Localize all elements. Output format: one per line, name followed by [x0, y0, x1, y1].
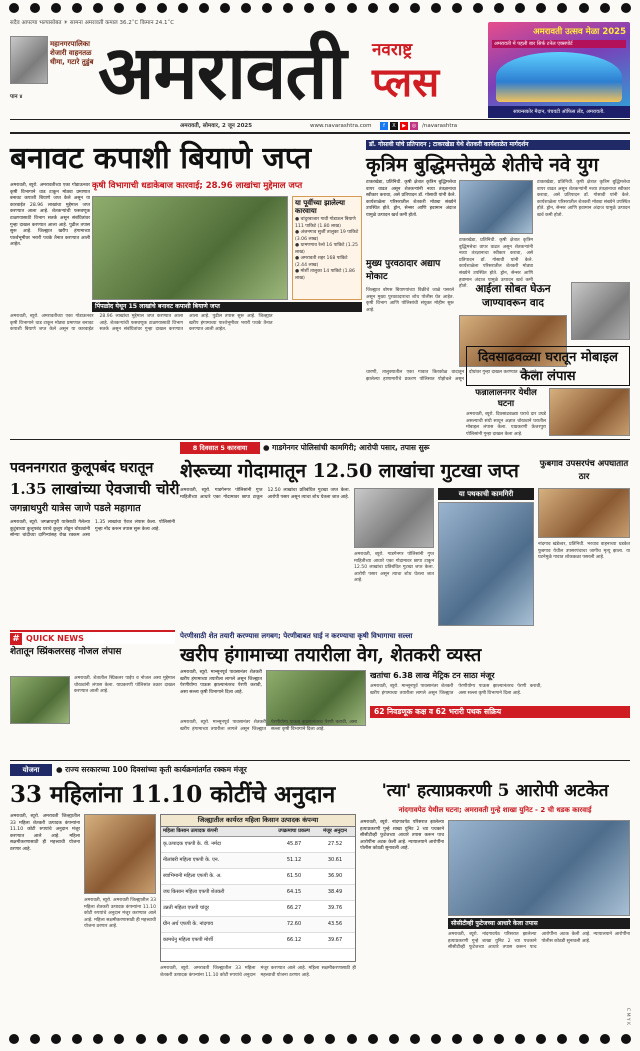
fpc-table-cell: ग्रीन अर्थ एफपी के. नांदगाव: [163, 921, 214, 927]
reg-dot: [579, 3, 589, 13]
story12-kicker: नांदगावपेठ येथील घटना; अमरावती गुन्हे शाखा युनिट - 2 ची धडक कारवाई: [398, 806, 592, 814]
reg-dot: [410, 3, 420, 13]
reg-dot: [51, 3, 61, 13]
reg-dot: [93, 3, 103, 13]
reg-dot: [9, 1034, 19, 1044]
story3-kicker: मुख्य पुरवठादार अद्याप मोकाट: [366, 259, 441, 282]
masthead-left-photo: [10, 36, 48, 84]
story5-headline: दिवसाढवळ्या घरातून मोबाइल केला लंपास: [466, 346, 630, 386]
reg-dot: [157, 1034, 167, 1044]
story11-photo: [84, 814, 156, 894]
story1-headline: बनावट कपाशी बियाणे जप्त: [10, 141, 312, 176]
story1-photo: [92, 196, 288, 300]
action-box-item: ● अमरावती शहर 168 पाकिटे (2.44 लाख): [295, 256, 348, 268]
story8-body: नांदगाव खंडेश्वर, प्रतिनिधी. भरधाव वाहनाच्या धडकेत फुबगाव येथील उपसरपंचाचा जागीच मृत्यू झाला. या घटनेमुळे गावात शोककळा पसरली आहे.: [538, 542, 630, 561]
story7-body: अमरावती, ब्यूरो. गाडगेनगर पोलिसांनी गुप्त माहितीच्या आधारे एका गोदामावर छापा टाकून 12.50 लाखांचा प्रतिबंधित गुटखा जप्त केला. आरोपी पसार असून त्याचा शोध घेतला जात आहे.: [180, 488, 350, 500]
reg-dot: [515, 1034, 525, 1044]
fpc-table-cell: 39.67: [327, 937, 343, 943]
reg-dot: [136, 1034, 146, 1044]
temp-max: अमरावती कमाल 36.2˚C: [84, 20, 139, 26]
action-box: [292, 196, 362, 300]
fpc-table-cell: कृ.उत्पादक एफपी के. वी. नर्मदा: [163, 841, 221, 847]
story5-kicker: फन्नालालनगर येथील घटना: [475, 388, 537, 409]
fpc-table-cell: 43.56: [327, 921, 343, 927]
fpc-table-cell: उन्नती महिला एफपी चांदूर: [163, 905, 210, 911]
reg-dot: [536, 1034, 546, 1044]
reg-dot: [431, 1034, 441, 1044]
reg-dot: [51, 1034, 61, 1044]
story5-photo: [549, 388, 630, 436]
fpc-table-cell: 66.27: [286, 905, 302, 911]
fpc-table-cell: 66.12: [286, 937, 302, 943]
story2-photo: [459, 180, 533, 234]
story1-subhead: कृषी विभागाची धडाकेबाज कारवाई; 28.96 लाखांचा मुद्देमाल जप्त: [92, 181, 303, 191]
reg-dot: [30, 1034, 40, 1044]
facebook-icon[interactable]: f: [380, 122, 388, 130]
reg-dot: [494, 1034, 504, 1044]
x-icon[interactable]: X: [390, 122, 398, 130]
reg-dot: [452, 1034, 462, 1044]
story9-box: 62 निवडणूक कक्ष व 62 भरारी पथक सक्रिय: [370, 706, 630, 718]
rule: [10, 132, 630, 134]
reg-dot: [178, 3, 188, 13]
story9-headline: खरीप हंगामाच्या तयारीला वेग, शेतकरी व्यस्त: [180, 645, 482, 666]
story6-body: अमरावती, ब्यूरो. जगन्नाथपुरी यात्रेसाठी गेलेल्या कुटुंबाच्या कुलूपबंद घराचे कुलूप तोडून चोरट्यांनी सोन्या चांदीच्या दागिन्यांसह रोख रक्कम असा 1.35 लाखांचा ऐवज लंपास केला. पोलिसांनी गुन्हा नोंद करून तपास सुरू केला आहे.: [10, 520, 175, 539]
divider: [438, 628, 630, 629]
reg-dot: [199, 3, 209, 13]
strip-tag: 8 दिवसात 5 कारवाया: [180, 442, 260, 454]
story12-photo-caption: सीसीटीव्ही फुटेजच्या आधारे केला तपास: [448, 918, 630, 929]
reg-dot: [621, 3, 631, 13]
yojana-badge: योजना: [10, 764, 52, 776]
story7-box: या पथकाची कामगिरी: [438, 488, 534, 500]
story7-team-photo: [438, 502, 534, 626]
reg-dot: [178, 1034, 188, 1044]
reg-dot: [283, 1034, 293, 1044]
action-box-item: ● अंजनगाव सुर्जी तालुका 19 पाकिटे (3.06 लाख): [295, 230, 359, 242]
fpc-col-header: महिला किसान उत्पादक कंपनी: [163, 828, 218, 834]
story6-label: पवननगरात कुलूपबंद घरातून: [10, 460, 154, 476]
story7-photo: [354, 488, 434, 548]
story5-side-photo-area: [571, 282, 630, 342]
registration-marks-bottom: [9, 1034, 631, 1044]
story11-body: अमरावती, ब्यूरो. अमरावती जिल्ह्यातील 33 महिला शेतकरी उत्पादक कंपन्यांना 11.10 कोटी रुपयांचे अनुदान मंजूर करण्यात आले आहे. महिला सक्षमीकरणासाठी ही महत्त्वाची योजना ठरणार आहे.: [10, 814, 80, 852]
instagram-icon[interactable]: ◎: [411, 123, 417, 129]
reg-dot: [600, 1034, 610, 1044]
story11-body-c: अमरावती, ब्यूरो. अमरावती जिल्ह्यातील 33 महिला शेतकरी उत्पादक कंपन्यांना 11.10 कोटी रुपयांचे अनुदान मंजूर करण्यात आले आहे. महिला सक्षमीकरणासाठी ही महत्त्वाची योजना ठरणार आहे.: [160, 966, 356, 978]
story2-label: डॉ. गोसावी यांचे प्रतिपादन ; टाकरखेडा येथे शेतकरी कार्यशाळेत मार्गदर्शन: [366, 140, 630, 150]
masthead-blurb: महानगरपालिका शेजारी वाहनतळ धीमा, गटारे तुडुंब: [50, 40, 94, 66]
story9-label: पेरणीसाठी शेत तयारी करण्यास लगबग; पेरणीबाबत घाई न करण्याचा कृषी विभागाचा सल्ला: [180, 632, 413, 640]
story7-body-b: अमरावती, ब्यूरो. गाडगेनगर पोलिसांनी गुप्त माहितीच्या आधारे एका गोदामावर छापा टाकून 12.50 लाखांचा प्रतिबंधित गुटखा जप्त केला. आरोपी पसार असून त्याचा शोध घेतला जात आहे.: [354, 552, 434, 584]
story7-headline: शेरूच्या गोदामातून 12.50 लाखांचा गुटखा जप्त: [180, 460, 519, 482]
reg-dot: [389, 3, 399, 13]
reg-dot: [241, 3, 251, 13]
reg-dot: [410, 1034, 420, 1044]
reg-dot: [347, 3, 357, 13]
fpc-table-header: [161, 827, 355, 837]
fpc-table-cell: नीलांबरी महिला एफपी के. एन.: [163, 857, 220, 863]
ad-tunnel-image: [496, 52, 622, 102]
reg-dot: [579, 1034, 589, 1044]
story4-body: धारणी, तालुक्यातील एका गावात किरकोळ वादातून झालेल्या हाणामारीचे प्रकरण पोलिसात पोहोचले असून दोघांवर गुन्हा दाखल करण्यात आला आहे.: [366, 370, 539, 382]
reg-dot: [114, 1034, 124, 1044]
reg-dot: [557, 3, 567, 13]
fpc-col-header: मंजूर अनुदान: [323, 828, 347, 834]
story12-label: 'त्या' हत्याप्रकरणी 5 आरोपी अटकेत: [381, 781, 609, 801]
fpc-table-cell: 36.90: [327, 873, 343, 879]
reg-dot: [199, 1034, 209, 1044]
story2-body-c: टाकरखेडा, प्रतिनिधी. कृषी क्षेत्रात कृत्रिम बुद्धिमत्तेचा वापर वाढत असून शेतकऱ्यांनी नव्या तंत्रज्ञानाचा स्वीकार करावा, असे प्रतिपादन डॉ. गोसावी यांनी केले. कार्यशाळेला परिसरातील शेतकरी मोठ्या संख्येने उपस्थित होते. ड्रोन, सेन्सर आणि हवामान अंदाज यामुळे उत्पादन खर्च कमी होतो.: [537, 180, 630, 218]
reg-dot: [431, 3, 441, 13]
action-box-item: ● मोर्शी तालुका 14 पाकिटे (1.86 लाख): [295, 269, 355, 281]
reg-dot: [473, 3, 483, 13]
dateline: अमरावती, सोमवार, 2 जून 2025: [180, 123, 253, 129]
temp-min: किमान 24.1˚C: [140, 20, 175, 26]
reg-dot: [72, 1034, 82, 1044]
quick-news-bar: [10, 630, 175, 644]
weather-city: सामना: [69, 20, 83, 26]
fpc-table: [160, 814, 356, 962]
fpc-table-cell: 39.76: [327, 905, 343, 911]
story5-side-photo: [571, 282, 630, 340]
fpc-table-row: [161, 901, 355, 917]
fpc-table-cell: 30.61: [327, 857, 343, 863]
reg-dot: [368, 3, 378, 13]
reg-dot: [621, 1034, 631, 1044]
rule: [10, 119, 630, 120]
website[interactable]: www.navarashtra.com: [310, 123, 372, 129]
reg-dot: [473, 1034, 483, 1044]
fpc-table-cell: 38.49: [327, 889, 343, 895]
reg-dot: [557, 1034, 567, 1044]
action-box-item: ● धामणगाव रेल्वे 16 पाकिटे (1.25 लाख): [295, 243, 358, 255]
story2-body-b: टाकरखेडा, प्रतिनिधी. कृषी क्षेत्रात कृत्रिम बुद्धिमत्तेचा वापर वाढत असून शेतकऱ्यांनी नव्या तंत्रज्ञानाचा स्वीकार करावा, असे प्रतिपादन डॉ. गोसावी यांनी केले. कार्यशाळेला परिसरातील शेतकरी मोठ्या संख्येने उपस्थित होते. ड्रोन, सेन्सर आणि हवामान अंदाज यामुळे उत्पादन खर्च कमी होतो.: [459, 238, 533, 290]
story9-photo: [266, 670, 366, 726]
ad-title: अमरावती उत्सव मेळा 2025: [533, 27, 626, 37]
brand-b: प्लस: [372, 60, 440, 106]
weather-strip: [10, 18, 240, 27]
reg-dot: [389, 1034, 399, 1044]
story1-body: अमरावती, ब्यूरो. अमरावतीच्या एका गोडाऊनवर कृषी विभागाने धाड टाकून मोठ्या प्रमाणात बनावट कपाशी बियाणे जप्त केले असून या कारवाईत 28.96 लाखांचा मुद्देमाल जप्त करण्यात आला आहे. शेतकऱ्यांची फसवणूक टाळण्यासाठी विभाग सतर्क असून संबंधितांवर गुन्हा दाखल करण्यात आला आहे. पुढील तपास सुरू आहे. जिल्ह्यात खरीप हंगामाच्या पार्श्वभूमीवर भरारी पथके तैनात करण्यात आली आहेत.: [10, 183, 90, 248]
story8-label: फुबगाव उपसरपंच अपघातात ठार: [539, 459, 629, 482]
quick-news-label: QUICK NEWS: [26, 634, 84, 643]
fpc-table-cell: जय किसान महिला एफपी शेतकरी: [163, 889, 225, 895]
quick-headline: शेतातून स्प्रिंकलरसह नोजल लंपास: [10, 647, 122, 657]
reg-dot: [157, 3, 167, 13]
fpc-table-cell: स्वाभिमानी महिला एफपी के. अ.: [163, 873, 222, 879]
fpc-table-title: जिल्ह्यातील कार्यरत महिला किसान उत्पादक कंपन्या: [161, 815, 355, 827]
ad-footer: सायन्सकोर मैदान, पंचवटी ऑफिस लँड, अमरावती.: [488, 106, 630, 118]
reg-dot: [452, 3, 462, 13]
page-label: पान ४: [10, 94, 23, 100]
story9-body-b: अमरावती, ब्यूरो. मान्सूनपूर्व पावसानंतर शेतकरी खरीप हंगामाच्या तयारीला लागले असून जिल्ह्यात पेरणीयोग्य पाऊस झाल्यानंतरच पेरणी करावी, असा सल्ला कृषी विभागाने दिला आहे.: [370, 684, 542, 696]
story1-body-continued: अमरावती, ब्यूरो. अमरावतीच्या एका गोडाऊनवर कृषी विभागाने धाड टाकून मोठ्या प्रमाणात बनावट कपाशी बियाणे जप्त केले असून या कारवाईत 28.96 लाखांचा मुद्देमाल जप्त करण्यात आला आहे. शेतकऱ्यांची फसवणूक टाळण्यासाठी विभाग सतर्क असून संबंधितांवर गुन्हा दाखल करण्यात आला आहे. पुढील तपास सुरू आहे. जिल्ह्यात खरीप हंगामाच्या पार्श्वभूमीवर भरारी पथके तैनात करण्यात आली आहेत.: [10, 314, 273, 333]
story2-headline: कृत्रिम बुद्धिमत्तेमुळे शेतीचे नवे युग: [366, 154, 599, 176]
story9-body: अमरावती, ब्यूरो. मान्सूनपूर्व पावसानंतर शेतकरी खरीप हंगामाच्या तयारीला लागले असून जिल्ह्यात पेरणीयोग्य पाऊस झाल्यानंतरच पेरणी करावी, असा सल्ला कृषी विभागाने दिला आहे.: [180, 670, 262, 695]
fpc-table-cell: 61.50: [286, 873, 302, 879]
story3-body: जिल्ह्यात बोगस बियाण्यांच्या विक्रीचे जाळे पसरले असून मुख्य पुरवठादाराचा शोध पोलीस घेत आहेत. कृषी विभाग आणि पोलिसांची संयुक्त मोहीम सुरू आहे.: [366, 288, 454, 313]
reg-dot: [220, 1034, 230, 1044]
dateline-bar: [10, 121, 630, 131]
story2-body: टाकरखेडा, प्रतिनिधी. कृषी क्षेत्रात कृत्रिम बुद्धिमत्तेचा वापर वाढत असून शेतकऱ्यांनी नव्या तंत्रज्ञानाचा स्वीकार करावा, असे प्रतिपादन डॉ. गोसावी यांनी केले. कार्यशाळेला परिसरातील शेतकरी मोठ्या संख्येने उपस्थित होते. ड्रोन, सेन्सर आणि हवामान अंदाज यामुळे उत्पादन खर्च कमी होतो.: [366, 180, 456, 218]
strip-text: ● गाडगेनगर पोलिसांची कामगिरी; आरोपी पसार, तपास सुरू: [263, 443, 430, 452]
story6-headline: 1.35 लाखांच्या ऐवजाची चोरी: [10, 480, 180, 498]
quick-photo: [10, 676, 70, 724]
fpc-table-row: [161, 933, 355, 949]
reg-dot: [304, 1034, 314, 1044]
reg-dot: [304, 3, 314, 13]
rule: [10, 439, 630, 440]
reg-dot: [93, 1034, 103, 1044]
story4-headline: आईला सोबत घेऊन जाण्यावरून वाद: [475, 283, 551, 309]
fpc-table-cell: 27.52: [327, 841, 343, 847]
masthead-left: [10, 36, 100, 116]
story8-photo: [538, 488, 630, 538]
cmyk-label: C M Y K: [625, 1008, 630, 1026]
reg-dot: [494, 3, 504, 13]
sun-icon: ☀: [63, 20, 70, 26]
fpc-table-cell: 45.87: [286, 841, 302, 847]
registration-marks-top: [9, 3, 631, 13]
reg-dot: [30, 3, 40, 13]
brand-a: नवराष्ट्र: [372, 40, 413, 60]
fpc-table-row: [161, 853, 355, 869]
ad-sub: अमरावती में पहली बार सिर्फ टनेल एक्सपोर्ट: [492, 40, 626, 48]
action-box-item: ● चांदुरबाजार गावी गोडाऊन बियाणे 111 पाकिटे (1.80 लाख): [295, 217, 356, 229]
reg-dot: [262, 3, 272, 13]
fpc-table-cell: 64.15: [286, 889, 302, 895]
story12-body: अमरावती, ब्यूरो. नांदगावपेठ परिसरात झालेल्या हत्याप्रकरणी गुन्हे शाखा युनिट 2 च्या पथकाने सीसीटीव्ही फुटेजच्या आधारे तपास करून पाच आरोपींना अटक केली आहे. न्यायालयाने आरोपींना पोलीस कोठडी सुनावली आहे.: [360, 820, 444, 852]
fpc-table-cell: 51.12: [286, 857, 302, 863]
hash-icon: #: [10, 633, 22, 645]
fpc-table-row: [161, 837, 355, 853]
story6-kicker: जगन्नाथपुरी यात्रेस जाणे पडले महागात: [10, 503, 141, 514]
brand-block: [372, 40, 484, 116]
fpc-table-row: [161, 869, 355, 885]
reg-dot: [220, 3, 230, 13]
reg-dot: [515, 3, 525, 13]
story12-body-b: अमरावती, ब्यूरो. नांदगावपेठ परिसरात झालेल्या हत्याप्रकरणी गुन्हे शाखा युनिट 2 च्या पथकाने सीसीटीव्ही फुटेजच्या आधारे तपास करून पाच आरोपींना अटक केली आहे. न्यायालयाने आरोपींना पोलीस कोठडी सुनावली आहे.: [448, 932, 630, 951]
reg-dot: [368, 1034, 378, 1044]
fpc-table-cell: 72.60: [286, 921, 302, 927]
fpc-table-row: [161, 917, 355, 933]
story9-body-c: अमरावती, ब्यूरो. मान्सूनपूर्व पावसानंतर शेतकरी खरीप हंगामाच्या तयारीला लागले असून जिल्ह्यात पेरणीयोग्य पाऊस झाल्यानंतरच पेरणी करावी, असा सल्ला कृषी विभागाने दिला आहे.: [180, 720, 357, 732]
story1-photo-caption: पिंपळोद येथून 15 लाखांचे बनावट कपाशी बियाणे जप्त: [92, 302, 362, 312]
story11-body-b: अमरावती, ब्यूरो. अमरावती जिल्ह्यातील 33 महिला शेतकरी उत्पादक कंपन्यांना 11.10 कोटी रुपयांचे अनुदान मंजूर करण्यात आले आहे. महिला सक्षमीकरणासाठी ही महत्त्वाची योजना ठरणार आहे.: [84, 898, 156, 930]
reg-dot: [72, 3, 82, 13]
fpc-col-header: उपक्रमाचा प्रकल्प: [278, 828, 310, 834]
reg-dot: [262, 1034, 272, 1044]
reg-dot: [241, 1034, 251, 1044]
reg-dot: [325, 3, 335, 13]
story11-headline: 33 महिलांना 11.10 कोटींचे अनुदान: [10, 781, 336, 808]
masthead-title: अमरावती: [98, 30, 346, 116]
reg-dot: [283, 3, 293, 13]
yojana-text: ● राज्य सरकारच्या 100 दिवसांच्या कृती कार्यक्रमांतर्गत रक्कम मंजूर: [56, 765, 247, 774]
rule: [10, 760, 630, 761]
story5-body: अमरावती, ब्यूरो. दिवसाढवळ्या घराचे दार उघडे असल्याची संधी साधून अज्ञात चोरट्याने घरातील मोबाइल लंपास केला. याप्रकरणी फ्रेजरपुरा पोलिसांनी गुन्हा दाखल केला आहे.: [466, 412, 546, 437]
fpc-table-cell: कामधेनु महिला एफपी मोर्शी: [163, 937, 214, 943]
reg-dot: [536, 3, 546, 13]
reg-dot: [9, 3, 19, 13]
story9-kicker: खतांचा 6.38 लाख मेट्रिक टन साठा मंजूर: [370, 671, 495, 680]
handle[interactable]: /navarashtra: [422, 123, 458, 129]
quick-body: अमरावती. शेतातील स्प्रिंकलर पाईप व नोजल असा मुद्देमाल चोरट्यांनी लंपास केला. याप्रकरणी पोलिसांत तक्रार दाखल करण्यात आली आहे.: [74, 676, 175, 695]
fpc-table-body: [161, 837, 355, 949]
fpc-table-row: [161, 885, 355, 901]
reg-dot: [600, 3, 610, 13]
reg-dot: [114, 3, 124, 13]
reg-dot: [347, 1034, 357, 1044]
youtube-icon[interactable]: ▶: [400, 122, 408, 130]
reg-dot: [136, 3, 146, 13]
tagline: सदैव आपल्या भल्यासोबत: [10, 20, 62, 26]
reg-dot: [325, 1034, 335, 1044]
action-box-title: या पूर्वीच्या झालेल्या कारवाया: [295, 199, 345, 215]
story12-photo: [448, 820, 630, 916]
festival-ad[interactable]: [488, 22, 630, 118]
